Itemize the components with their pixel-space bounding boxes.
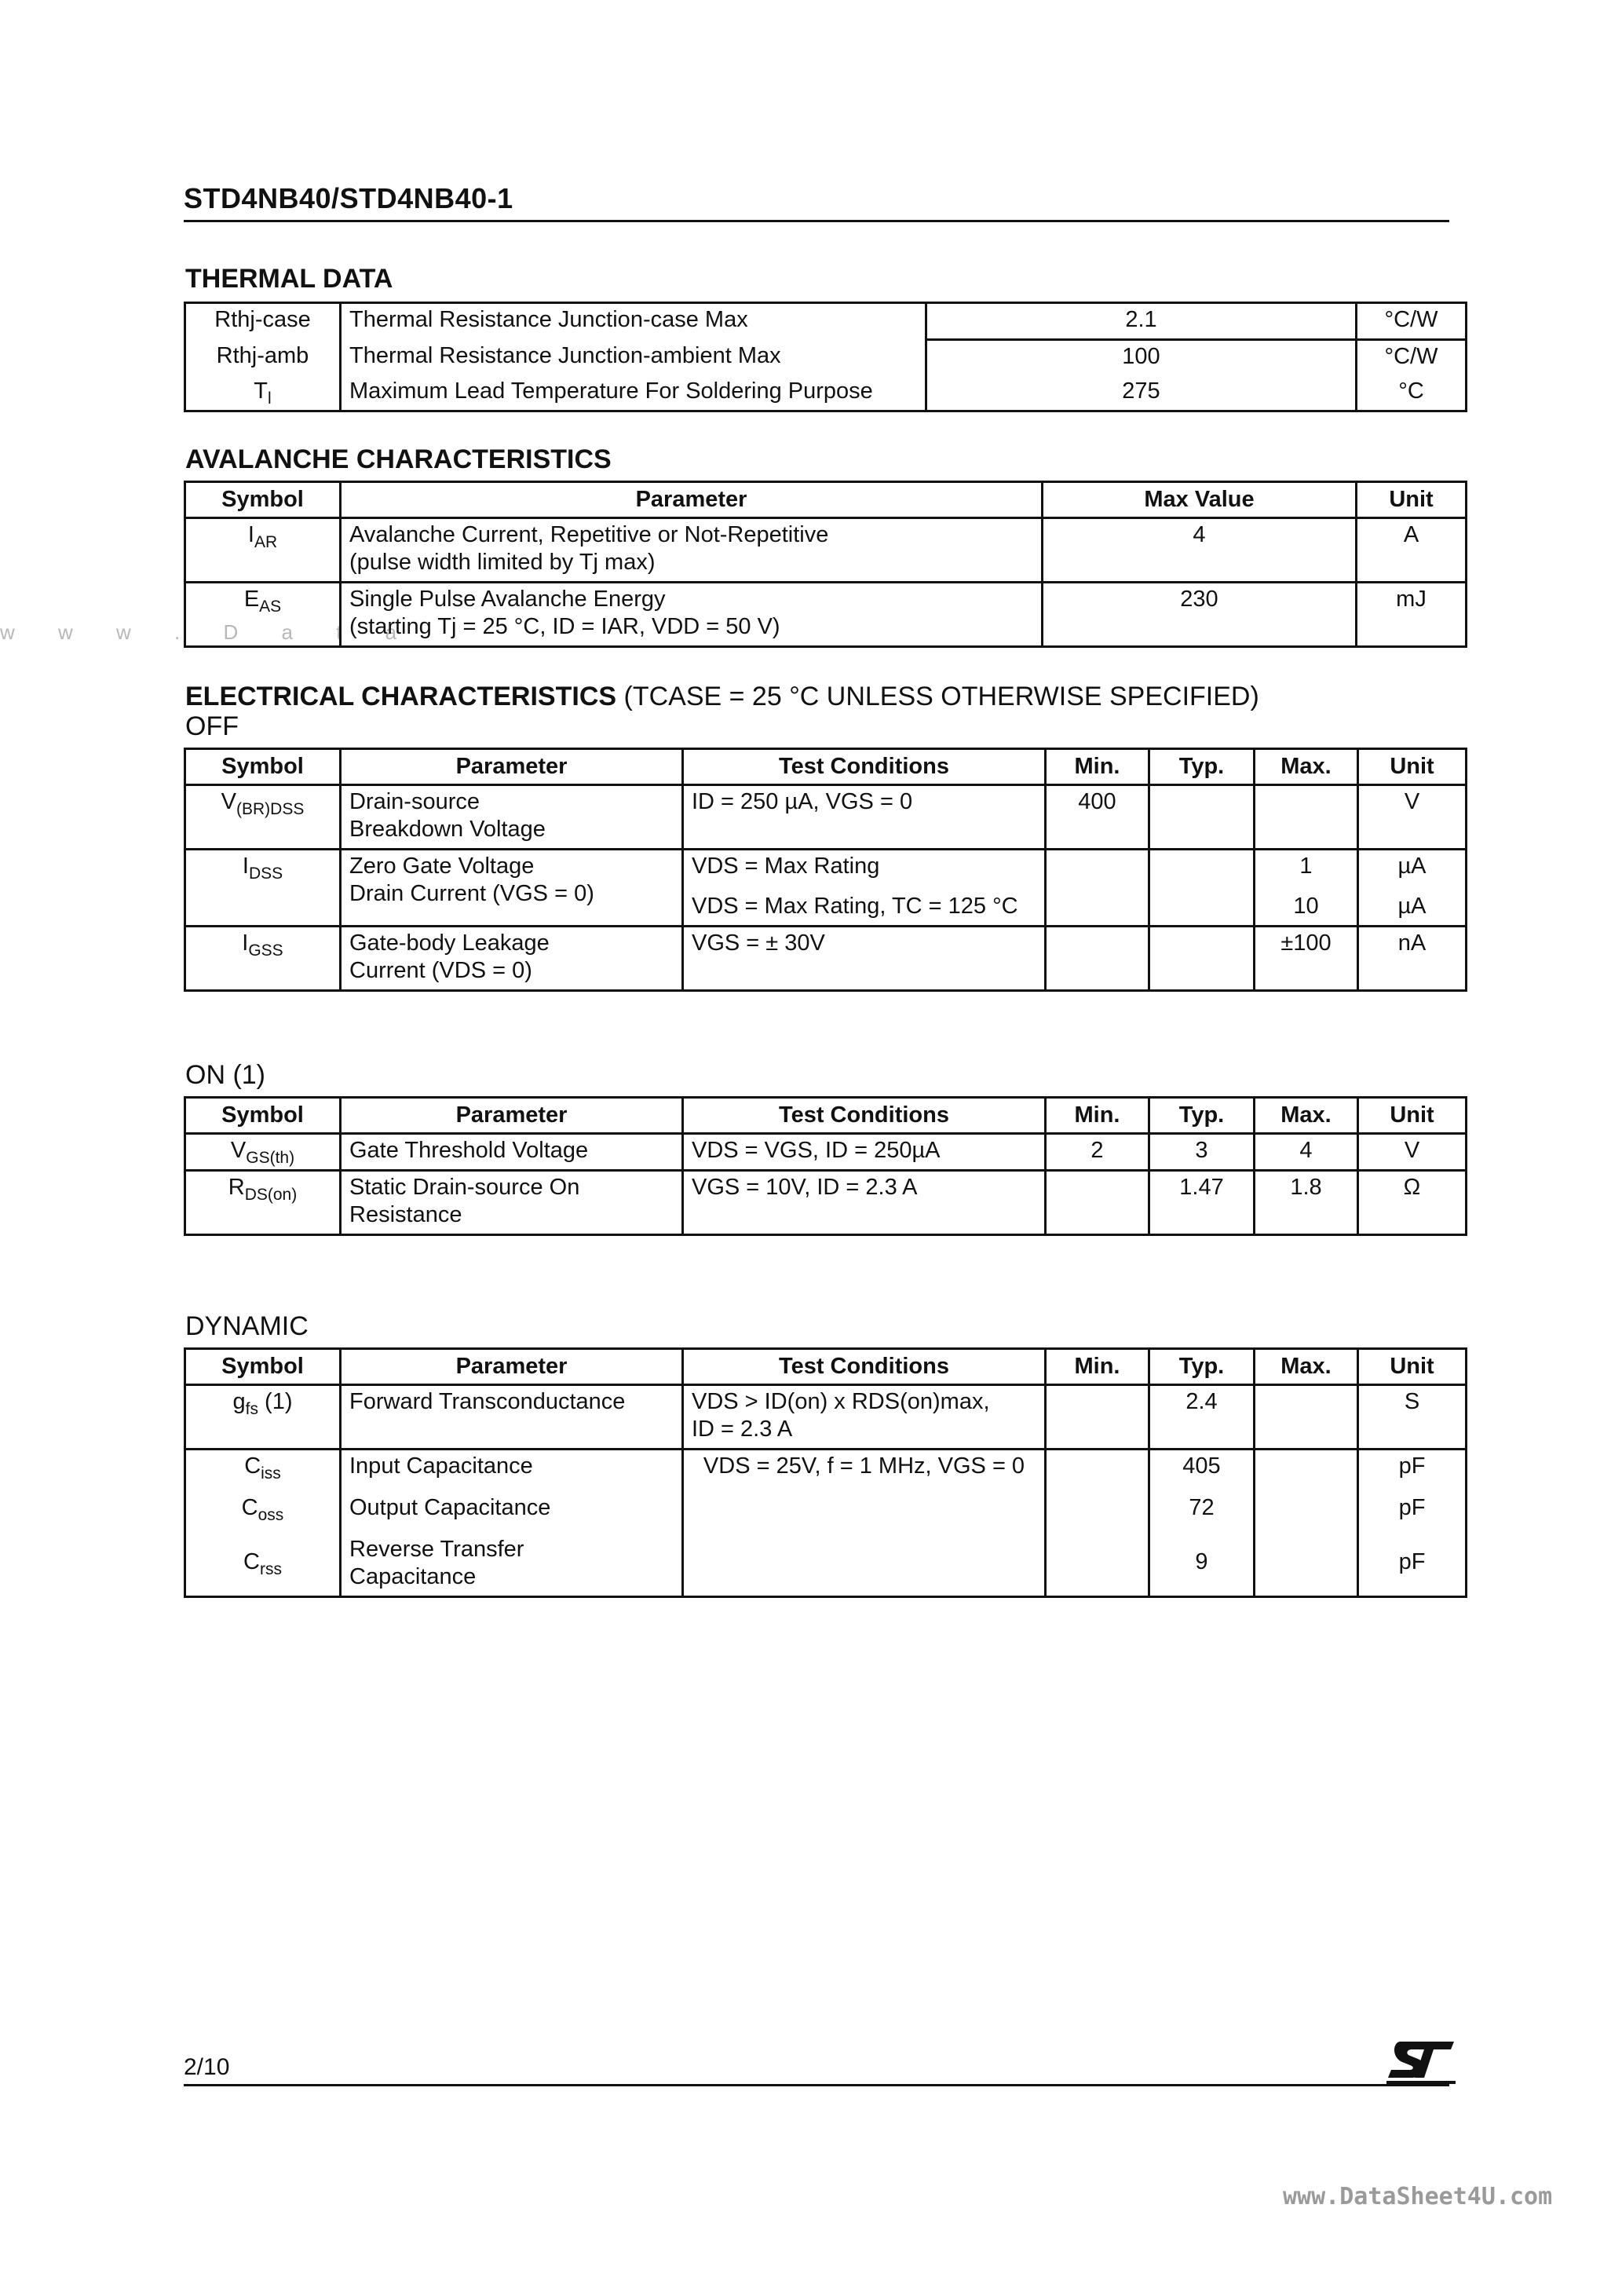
off-cond: ID = 250 µA, VGS = 0	[683, 785, 1046, 850]
col-header-typ: Typ.	[1149, 1098, 1255, 1134]
avalanche-max: 4	[1043, 518, 1357, 583]
dynamic-min	[1046, 1385, 1149, 1450]
on-param: Static Drain-source On Resistance	[341, 1171, 683, 1235]
avalanche-max: 230	[1043, 583, 1357, 647]
col-header-symbol: Symbol	[185, 482, 341, 518]
avalanche-table	[184, 481, 1467, 648]
on-max: 1.8	[1255, 1171, 1358, 1235]
thermal-param: Thermal Resistance Junction-ambient Max	[341, 340, 926, 376]
avalanche-symbol: $E_{AS}$	[185, 583, 341, 647]
on-cond: VGS = 10V, ID = 2.3 A	[683, 1171, 1046, 1235]
off-min	[1046, 850, 1149, 927]
col-header-typ: Typ.	[1149, 1349, 1255, 1385]
table-row	[185, 785, 1467, 850]
dynamic-max	[1255, 1385, 1358, 1450]
col-header-max-value: Max Value	[1043, 482, 1357, 518]
col-header-parameter: Parameter	[341, 482, 1043, 518]
on-min: 2	[1046, 1134, 1149, 1171]
dynamic-param: Input Capacitance Output Capacitance Reverse Transfer Capacitance	[341, 1450, 683, 1597]
off-max: ±100	[1255, 927, 1358, 991]
off-max	[1255, 785, 1358, 850]
dynamic-symbol: $C_{iss}$ $C_{oss}$ $C_{rss}$	[185, 1450, 341, 1597]
avalanche-unit: mJ	[1357, 583, 1467, 647]
col-header-min: Min.	[1046, 1098, 1149, 1134]
electrical-section-title: ELECTRICAL CHARACTERISTICS (TCASE = 25 °C UNLESS OTHERWISE SPECIFIED)	[185, 682, 1259, 711]
dynamic-min	[1046, 1450, 1149, 1597]
thermal-param: Thermal Resistance Junction-case Max	[341, 303, 926, 340]
thermal-symbol: $T_l$	[185, 375, 341, 411]
dynamic-typ: 2.4	[1149, 1385, 1255, 1450]
table-row	[185, 1134, 1467, 1171]
avalanche-param: Single Pulse Avalanche Energy (starting Tj = 25 °C, ID = IAR, VDD = 50 V)	[341, 583, 1043, 647]
thermal-section-title: THERMAL DATA	[185, 264, 393, 294]
col-header-unit: Unit	[1358, 749, 1467, 785]
col-header-test-conditions: Test Conditions	[683, 749, 1046, 785]
off-cond: VDS = Max Rating VDS = Max Rating, TC = 125 °C	[683, 850, 1046, 927]
off-param: Drain-source Breakdown Voltage	[341, 785, 683, 850]
table-row	[185, 303, 1467, 340]
table-header-row	[185, 749, 1467, 785]
on-typ: 1.47	[1149, 1171, 1255, 1235]
col-header-min: Min.	[1046, 1349, 1149, 1385]
off-symbol: $V_{(BR)DSS}$	[185, 785, 341, 850]
thermal-unit: °C/W	[1357, 340, 1467, 376]
avalanche-symbol: $I_{AR}$	[185, 518, 341, 583]
on-table	[184, 1096, 1467, 1236]
off-param: Zero Gate Voltage Drain Current (VGS = 0)	[341, 850, 683, 927]
thermal-unit: °C	[1357, 375, 1467, 411]
col-header-parameter: Parameter	[341, 1098, 683, 1134]
site-watermark: www.DataSheet4U.com	[1283, 2183, 1553, 2210]
off-param: Gate-body Leakage Current (VDS = 0)	[341, 927, 683, 991]
col-header-max: Max.	[1255, 1349, 1358, 1385]
header-rule	[184, 220, 1449, 222]
table-row	[185, 1385, 1467, 1450]
table-header-row	[185, 1098, 1467, 1134]
col-header-unit: Unit	[1358, 1349, 1467, 1385]
col-header-parameter: Parameter	[341, 749, 683, 785]
dynamic-table	[184, 1347, 1467, 1598]
table-header-row	[185, 1349, 1467, 1385]
off-min: 400	[1046, 785, 1149, 850]
col-header-symbol: Symbol	[185, 1349, 341, 1385]
on-typ: 3	[1149, 1134, 1255, 1171]
thermal-param: Maximum Lead Temperature For Soldering Purpose	[341, 375, 926, 411]
thermal-value: 2.1	[926, 303, 1357, 340]
on-symbol: $V_{GS(th)}$	[185, 1134, 341, 1171]
avalanche-unit: A	[1357, 518, 1467, 583]
avalanche-param: Avalanche Current, Repetitive or Not-Repetitive (pulse width limited by Tj max)	[341, 518, 1043, 583]
table-row	[185, 927, 1467, 991]
col-header-min: Min.	[1046, 749, 1149, 785]
off-max: 1 10	[1255, 850, 1358, 927]
document-title: STD4NB40/STD4NB40-1	[184, 182, 513, 214]
dynamic-cond: VDS > ID(on) x RDS(on)max, ID = 2.3 A	[683, 1385, 1046, 1450]
watermark-text: w w w . D a t a	[0, 620, 416, 644]
col-header-symbol: Symbol	[185, 1098, 341, 1134]
table-row	[185, 1450, 1467, 1597]
on-unit: Ω	[1358, 1171, 1467, 1235]
col-header-max: Max.	[1255, 749, 1358, 785]
on-max: 4	[1255, 1134, 1358, 1171]
off-typ	[1149, 850, 1255, 927]
col-header-max: Max.	[1255, 1098, 1358, 1134]
dynamic-cond: VDS = 25V, f = 1 MHz, VGS = 0	[683, 1450, 1046, 1597]
thermal-value: 100	[926, 340, 1357, 376]
avalanche-section-title: AVALANCHE CHARACTERISTICS	[185, 444, 612, 474]
footer-rule	[184, 2084, 1449, 2086]
dynamic-subsection-title: DYNAMIC	[185, 1311, 309, 1341]
col-header-typ: Typ.	[1149, 749, 1255, 785]
st-logo-icon	[1385, 2038, 1457, 2086]
dynamic-param: Forward Transconductance	[341, 1385, 683, 1450]
off-unit: V	[1358, 785, 1467, 850]
thermal-unit: °C/W	[1357, 303, 1467, 340]
thermal-symbol: Rthj-amb	[185, 340, 341, 376]
off-cond: VGS = ± 30V	[683, 927, 1046, 991]
off-symbol: $I_{GSS}$	[185, 927, 341, 991]
col-header-test-conditions: Test Conditions	[683, 1349, 1046, 1385]
col-header-test-conditions: Test Conditions	[683, 1098, 1046, 1134]
thermal-value: 275	[926, 375, 1357, 411]
off-min	[1046, 927, 1149, 991]
page-number: 2/10	[184, 2054, 230, 2080]
off-table	[184, 748, 1467, 992]
off-subsection-title: OFF	[185, 711, 239, 741]
on-min	[1046, 1171, 1149, 1235]
dynamic-unit: S	[1358, 1385, 1467, 1450]
dynamic-symbol: $g_{fs}$ (1)	[185, 1385, 341, 1450]
off-symbol: $I_{DSS}$	[185, 850, 341, 927]
off-typ	[1149, 927, 1255, 991]
on-symbol: $R_{DS(on)}$	[185, 1171, 341, 1235]
table-row	[185, 375, 1467, 411]
on-subsection-title: ON (1)	[185, 1060, 265, 1090]
table-row	[185, 1171, 1467, 1235]
col-header-parameter: Parameter	[341, 1349, 683, 1385]
col-header-unit: Unit	[1357, 482, 1467, 518]
table-row	[185, 340, 1467, 376]
table-row	[185, 518, 1467, 583]
thermal-table	[184, 302, 1467, 412]
col-header-unit: Unit	[1358, 1098, 1467, 1134]
dynamic-typ: 405 72 9	[1149, 1450, 1255, 1597]
col-header-symbol: Symbol	[185, 749, 341, 785]
off-unit: µA µA	[1358, 850, 1467, 927]
on-unit: V	[1358, 1134, 1467, 1171]
table-row	[185, 850, 1467, 927]
table-header-row	[185, 482, 1467, 518]
thermal-symbol: Rthj-case	[185, 303, 341, 340]
table-row	[185, 583, 1467, 647]
off-unit: nA	[1358, 927, 1467, 991]
off-typ	[1149, 785, 1255, 850]
on-param: Gate Threshold Voltage	[341, 1134, 683, 1171]
on-cond: VDS = VGS, ID = 250µA	[683, 1134, 1046, 1171]
dynamic-unit: pF pF pF	[1358, 1450, 1467, 1597]
dynamic-max	[1255, 1450, 1358, 1597]
